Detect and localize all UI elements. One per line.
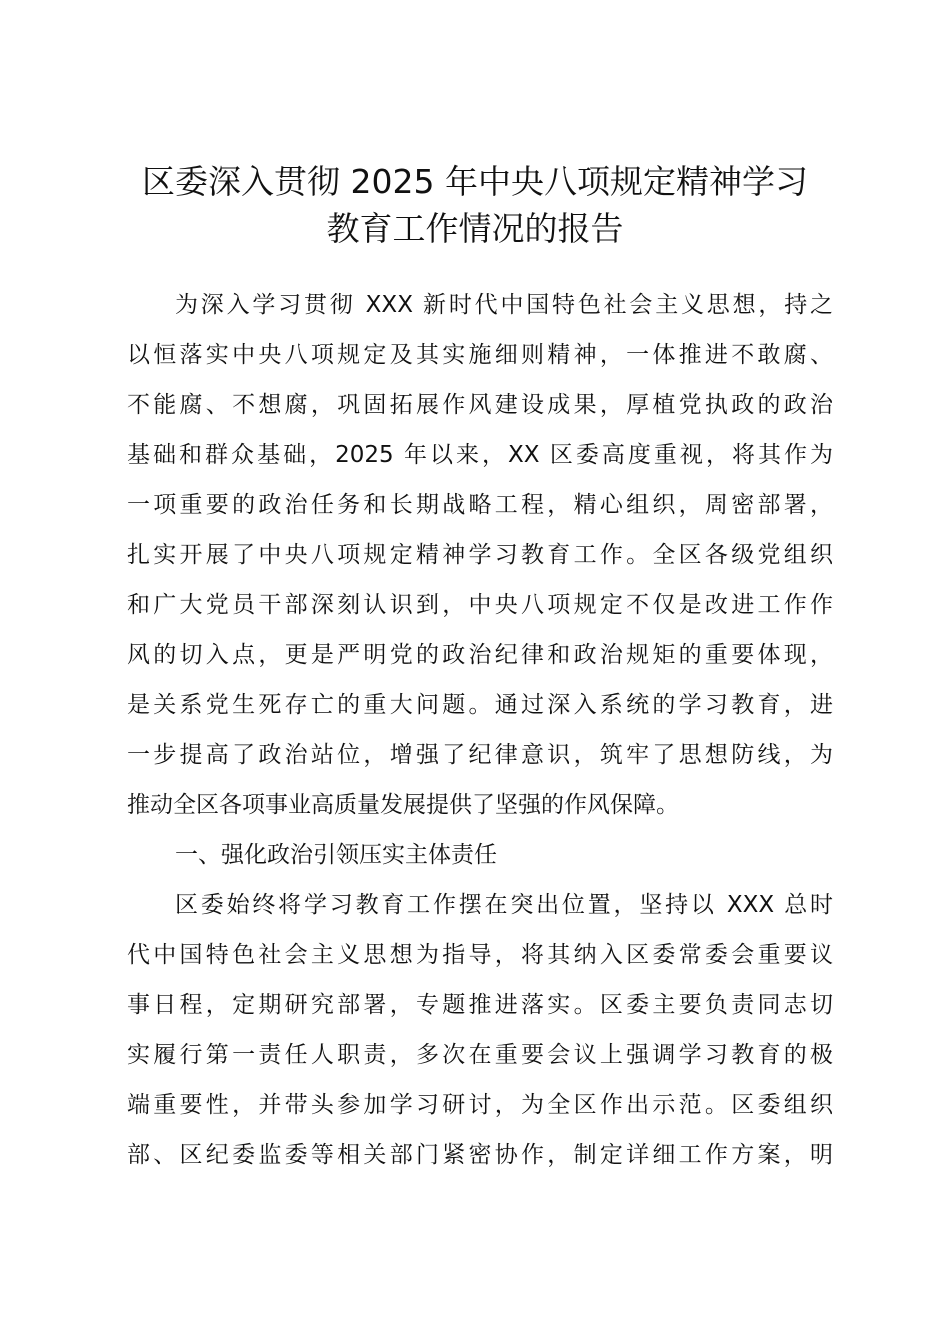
paragraph-intro xyxy=(127,280,833,830)
text-line: 是关系党生死存亡的重大问题。通过深入系统的学习教育，进 xyxy=(127,692,833,718)
text-line: 端重要性，并带头参加学习研讨，为全区作出示范。区委组织 xyxy=(127,1092,833,1118)
title-line-2: 教育工作情况的报告 xyxy=(326,209,624,248)
text-line: 实履行第一责任人职责，多次在重要会议上强调学习教育的极 xyxy=(127,1042,833,1068)
text-line: 部、区纪委监委等相关部门紧密协作，制定详细工作方案，明 xyxy=(127,1142,833,1168)
section-heading-text: 一、强化政治引领压实主体责任 xyxy=(175,842,497,868)
title-line-1: 区委深入贯彻 2025 年中央八项规定精神学习 xyxy=(142,162,808,201)
text-line: 推动全区各项事业高质量发展提供了坚强的作风保障。 xyxy=(127,792,679,818)
document-title xyxy=(110,158,840,252)
text-line: 不能腐、不想腐，巩固拓展作风建设成果，厚植党执政的政治 xyxy=(127,392,833,418)
text-line: 一步提高了政治站位，增强了纪律意识，筑牢了思想防线，为 xyxy=(127,742,833,768)
text-line: 代中国特色社会主义思想为指导，将其纳入区委常委会重要议 xyxy=(127,942,833,968)
text-line: 风的切入点，更是严明党的政治纪律和政治规矩的重要体现， xyxy=(127,642,833,668)
text-line: 区委始终将学习教育工作摆在突出位置，坚持以 XXX 总时 xyxy=(175,892,833,918)
text-line: 基础和群众基础，2025 年以来，XX 区委高度重视，将其作为 xyxy=(127,442,833,468)
paragraph-section-1 xyxy=(127,880,833,1180)
text-line: 为深入学习贯彻 XXX 新时代中国特色社会主义思想，持之 xyxy=(175,292,833,318)
text-line: 扎实开展了中央八项规定精神学习教育工作。全区各级党组织 xyxy=(127,542,833,568)
text-line: 一项重要的政治任务和长期战略工程，精心组织，周密部署， xyxy=(127,492,833,518)
text-line: 以恒落实中央八项规定及其实施细则精神，一体推进不敢腐、 xyxy=(127,342,833,368)
section-heading xyxy=(127,830,833,880)
document-body xyxy=(127,280,833,1180)
text-line: 和广大党员干部深刻认识到，中央八项规定不仅是改进工作作 xyxy=(127,592,833,618)
text-line: 事日程，定期研究部署，专题推进落实。区委主要负责同志切 xyxy=(127,992,833,1018)
